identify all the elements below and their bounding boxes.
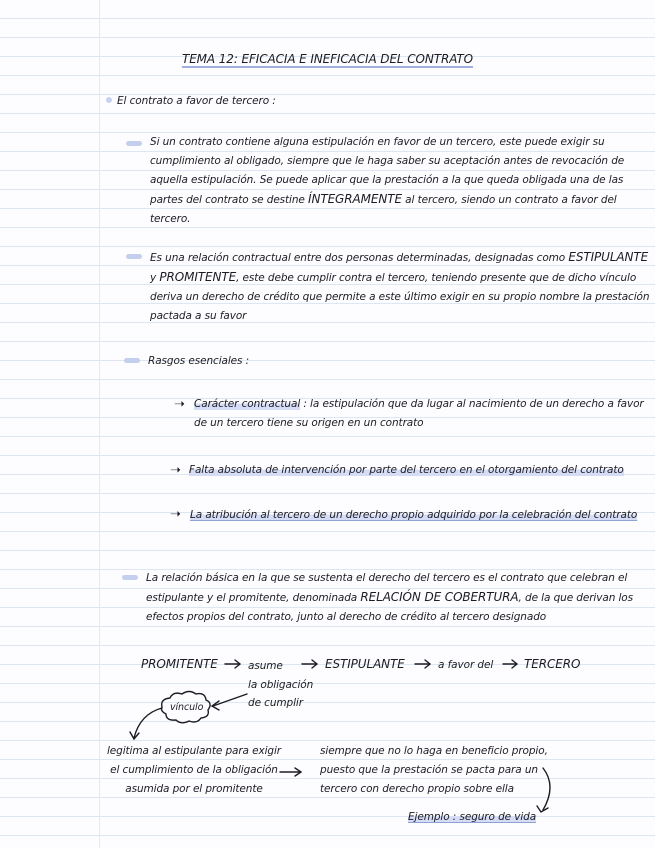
arrow-right-icon: ➝: [170, 463, 181, 478]
diagram-legitima: [104, 742, 284, 799]
p2-estipulante: ESTIPULANTE: [568, 250, 649, 264]
p2-conj: y: [150, 272, 160, 284]
siempre-line: puesto que la prestación se pacta para un: [320, 764, 538, 776]
arrow-to-vinculo: [213, 694, 247, 706]
diagram-obligacion: la obligación: [248, 679, 314, 691]
diagram-promitente: PROMITENTE: [141, 657, 218, 671]
diagram-ejemplo: [408, 808, 536, 827]
legitima-line: legitima al estipulante para exigir: [106, 745, 282, 757]
p2-promitente: PROMITENTE: [159, 270, 237, 284]
p1-emphasis: ÍNTEGRAMENTE: [308, 192, 402, 206]
legitima-line: el cumplimiento de la obligación: [110, 764, 278, 776]
p3-text: La relación básica en la que se sustenta el derecho del tercero es el contrato que celebran el estipulante y el promitente, denominada: [146, 572, 628, 604]
rasgo-3-text: La atribución al tercero de un derecho propio adquirido por la celebración del contrato: [190, 509, 638, 521]
legitima-line: asumida por el promitente: [125, 783, 263, 795]
page-title: TEMA 12: EFICACIA E INEFICACIA DEL CONTRATO: [181, 52, 474, 66]
rasgo-1-term: Carácter contractual: [194, 398, 301, 410]
section-heading: El contrato a favor de tercero :: [117, 95, 276, 107]
siempre-line: tercero con derecho propio sobre ella: [320, 783, 514, 795]
diagram-asume: asume: [248, 660, 283, 672]
p1-text: Si un contrato contiene alguna estipulación en favor de un tercero, este puede exigir su cumplimiento al obligado, siempre que le haga saber su aceptación antes de revocación de aquella estipulación. Se puede aplicar que la prestación a la que queda obligada una de las partes del contrato se destine: [150, 136, 625, 206]
arrow-right-icon: ➝: [174, 397, 185, 412]
diagram-tercero: TERCERO: [524, 657, 581, 671]
diagram-siempre: [320, 742, 548, 799]
p1-text-end: al tercero, siendo un contrato a favor del tercero.: [150, 194, 617, 225]
ejemplo-text: Ejemplo : seguro de vida: [408, 811, 537, 823]
siempre-line: siempre que no lo haga en beneficio propio,: [320, 745, 548, 757]
diagram-vinculo: vínculo: [170, 702, 204, 713]
rasgo-2-text: Falta absoluta de intervención por parte del tercero en el otorgamiento del contrato: [189, 464, 624, 476]
diagram-estipulante: ESTIPULANTE: [325, 657, 405, 671]
rasgos-heading: Rasgos esenciales :: [148, 355, 250, 367]
rasgo-1-text: : la estipulación que da lugar al nacimiento de un derecho a favor de un tercero tiene su origen en un contrato: [194, 398, 644, 429]
p3-relacion-cobertura: RELACIÓN DE COBERTURA: [360, 590, 519, 604]
diagram-afavor: a favor del: [438, 659, 494, 671]
p2-text: Es una relación contractual entre dos personas determinadas, designadas como: [150, 252, 569, 264]
p3-text-end: , de la que derivan los efectos propios del contrato, junto al derecho de crédito al tercero designado: [146, 592, 634, 623]
diagram-cumplir: de cumplir: [248, 697, 303, 709]
p2-text-end: , este debe cumplir contra el tercero, teniendo presente que de dicho vínculo deriva un derecho de crédito que permite a este último exigir en su propio nombre la prestación pactada a su favor: [150, 272, 650, 322]
arrow-right-icon: ➝: [170, 507, 181, 522]
